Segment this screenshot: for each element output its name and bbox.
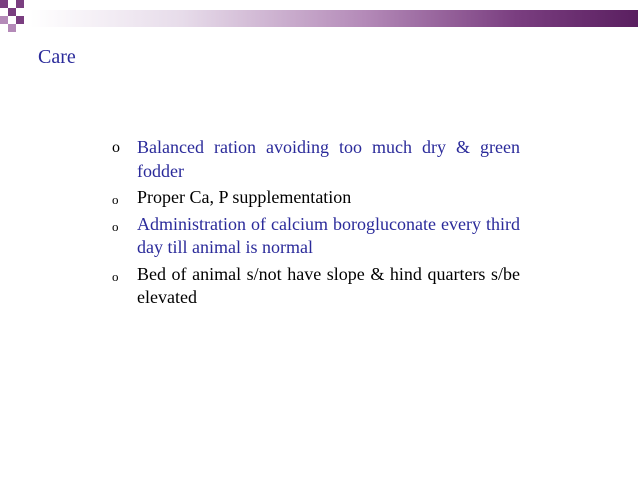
- header-gradient-band: [30, 10, 638, 27]
- bullet-marker: o: [112, 268, 119, 284]
- bullet-marker: o: [112, 218, 119, 234]
- bullet-text: Balanced ration avoiding too much dry & green fodder: [137, 137, 520, 181]
- bullet-list: [112, 136, 520, 313]
- bullet-item-bed-of-animal: [112, 263, 520, 310]
- bullet-text: Bed of animal s/not have slope & hind quarters s/be elevated: [137, 263, 520, 307]
- bullet-text: Administration of calcium borogluconate every third day till animal is normal: [137, 213, 520, 257]
- checker-decoration: [0, 0, 30, 36]
- bullet-text: Proper Ca, P supplementation: [137, 187, 352, 207]
- slide-title: Care: [38, 46, 76, 68]
- bullet-item-balanced-ration: [112, 136, 520, 183]
- bullet-item-calcium-borogluconate: [112, 213, 520, 260]
- bullet-marker: o: [112, 192, 119, 207]
- bullet-item-ca-p-supplementation: [112, 186, 520, 210]
- bullet-marker: o: [112, 139, 120, 156]
